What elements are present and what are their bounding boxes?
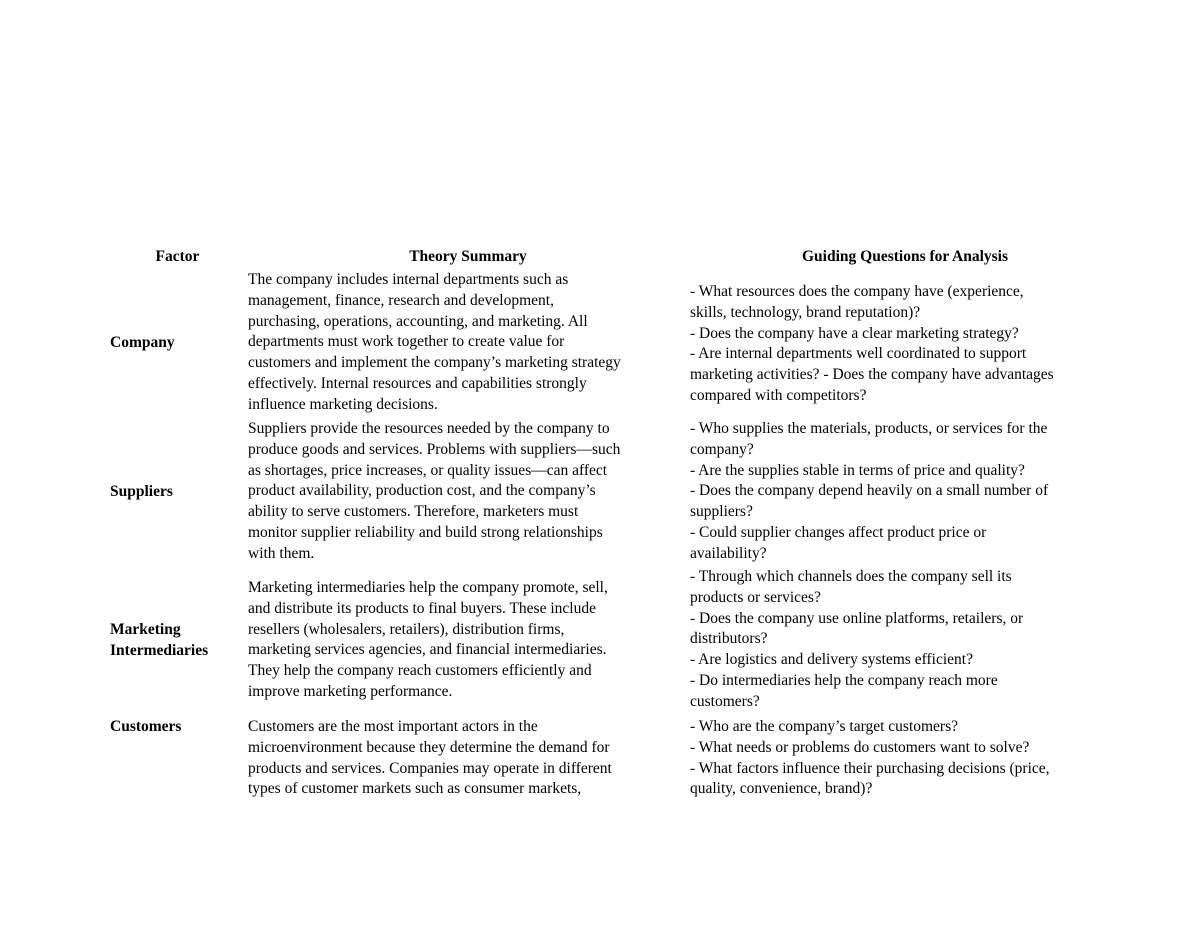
summary-line: departments must work together to create value for (248, 333, 565, 351)
summary-line: Suppliers provide the resources needed by the company to (248, 420, 610, 437)
question-line: - What factors influence their purchasing decisions (price, (690, 759, 1050, 777)
question-line: - Who are the company’s target customers? (690, 718, 959, 735)
question-line: distributors? (690, 630, 768, 648)
questions-customers (690, 717, 1130, 800)
question-line: - Are the supplies stable in terms of price and quality? (690, 461, 1025, 479)
questions-marketing-intermediaries (690, 567, 1130, 713)
question-line: marketing activities? - Does the company have advantages (690, 366, 1054, 384)
question-line: - Are internal departments well coordinated to support (690, 345, 1027, 363)
summary-line: products and services. Companies may operate in different (248, 759, 612, 777)
summary-line: produce goods and services. Problems with suppliers—such (248, 440, 621, 458)
factor-label: Customers (110, 718, 182, 735)
factor-marketing-intermediaries (110, 620, 208, 662)
factor-label: Marketing (110, 621, 181, 638)
summary-line: microenvironment because they determine the demand for (248, 738, 610, 756)
factor-customers (110, 717, 181, 738)
summary-line: as shortages, price increases, or quality issues—can affect (248, 461, 608, 479)
summary-line: Customers are the most important actors in the (248, 718, 538, 735)
summary-line: product availability, production cost, and the company’s (248, 482, 596, 500)
summary-line: improve marketing performance. (248, 682, 453, 700)
question-line: - Are logistics and delivery systems efficient? (690, 651, 973, 669)
question-line: - Who supplies the materials, products, or services for the (690, 420, 1048, 437)
questions-company (690, 282, 1130, 407)
summary-line: resellers (wholesalers, retailers), distribution firms, (248, 620, 565, 638)
summary-company (248, 270, 688, 416)
summary-line: monitor supplier reliability and build strong relationships (248, 523, 603, 541)
question-line: - Could supplier changes affect product price or (690, 523, 987, 541)
question-line: - Through which channels does the company sell its (690, 568, 1012, 585)
header-theory-summary: Theory Summary (409, 248, 527, 265)
summary-line: marketing services agencies, and financial intermediaries. (248, 641, 607, 659)
question-line: - What resources does the company have (experience, (690, 283, 1024, 300)
summary-line: management, finance, research and development, (248, 291, 554, 309)
summary-line: customers and implement the company’s marketing strategy (248, 354, 621, 372)
question-line: customers? (690, 692, 760, 710)
question-line: products or services? (690, 588, 821, 606)
question-line: - Do intermediaries help the company reach more (690, 671, 998, 689)
question-line: - Does the company depend heavily on a small number of (690, 482, 1049, 500)
factor-suppliers (110, 482, 173, 503)
questions-suppliers (690, 419, 1130, 565)
question-line: suppliers? (690, 503, 753, 521)
summary-line: The company includes internal departments such as (248, 271, 569, 288)
factor-company (110, 333, 175, 354)
summary-line: with them. (248, 544, 315, 562)
summary-marketing-intermediaries (248, 578, 688, 703)
summary-line: Marketing intermediaries help the company promote, sell, (248, 579, 608, 596)
summary-line: They help the company reach customers efficiently and (248, 662, 592, 680)
summary-line: influence marketing decisions. (248, 395, 438, 413)
factor-label: Company (110, 334, 175, 351)
summary-line: types of customer markets such as consumer markets, (248, 780, 582, 798)
summary-suppliers (248, 419, 688, 565)
summary-line: ability to serve customers. Therefore, marketers must (248, 503, 579, 521)
header-guiding-questions: Guiding Questions for Analysis (801, 248, 1008, 265)
question-line: company? (690, 440, 754, 458)
question-line: - Does the company have a clear marketing strategy? (690, 324, 1019, 342)
question-line: - Does the company use online platforms, retailers, or (690, 609, 1024, 627)
header-factor: Factor (155, 248, 200, 265)
question-line: availability? (690, 544, 767, 562)
factor-label: Suppliers (110, 483, 173, 500)
factor-label: Intermediaries (110, 641, 209, 659)
question-line: compared with competitors? (690, 386, 867, 404)
summary-line: effectively. Internal resources and capabilities strongly (248, 374, 587, 392)
question-line: - What needs or problems do customers want to solve? (690, 738, 1030, 756)
summary-line: purchasing, operations, accounting, and marketing. All (248, 312, 588, 330)
question-line: skills, technology, brand reputation)? (690, 303, 921, 321)
summary-line: and distribute its products to final buyers. These include (248, 599, 596, 617)
question-line: quality, convenience, brand)? (690, 780, 873, 798)
summary-customers (248, 717, 688, 800)
